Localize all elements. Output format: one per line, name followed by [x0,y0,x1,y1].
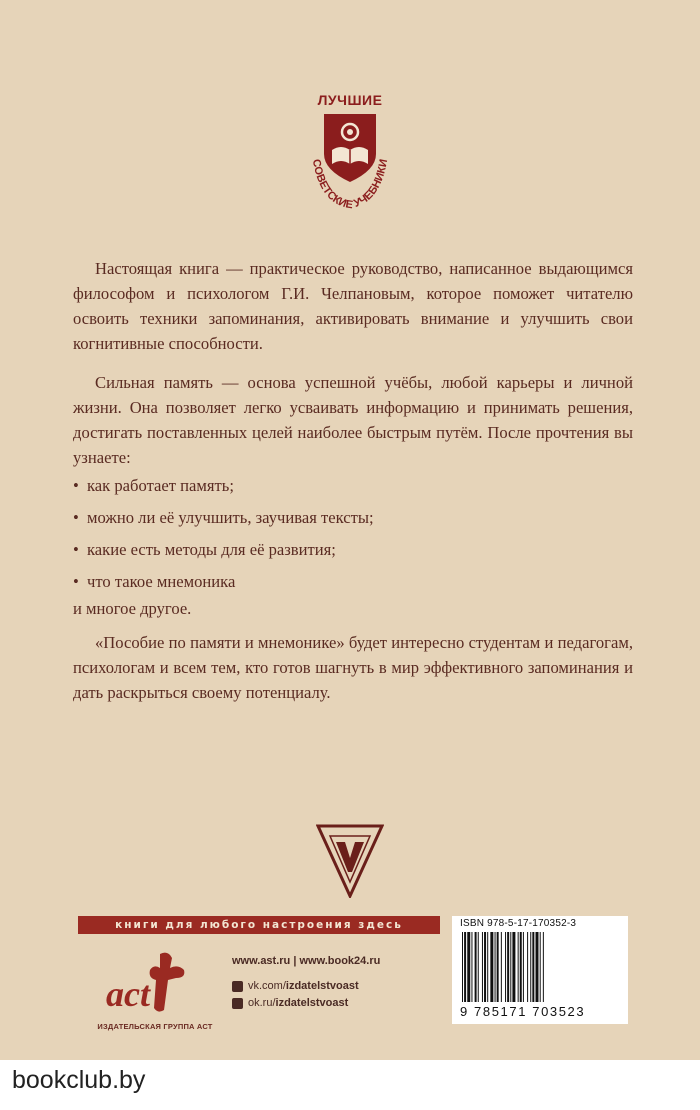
shield-book-icon [298,92,402,212]
barcode-bar [462,932,463,1002]
barcode-bar [543,932,544,1002]
publisher-slogan: книги для любого настроения здесь [78,916,440,934]
description-paragraph-3: «Пособие по памяти и мнемонике» будет интересно студентам и педагогам, психологам и всем тем, кто готов шагнуть в мир эффективного запоминания и дать раскрыться своему потенциалу. [73,633,633,702]
barcode-bar [495,932,496,1002]
list-item: • что такое мнемоника [73,572,236,591]
barcode-bar [532,932,534,1002]
ast-publisher-logo-icon [98,948,198,1018]
list-item: • как работает память; [73,476,234,495]
barcode-bar [536,932,539,1002]
barcode-bar [527,932,528,1002]
barcode-bar [484,932,486,1002]
social-link-ok[interactable]: ok.ru/izdatelstvoast [232,997,348,1009]
barcode-digits: 9 785171 703523 [460,1004,586,1019]
description-paragraph-2: Сильная память — основа успешной учёбы, любой карьеры и личной жизни. Она позволяет легко усваивать информацию и принимать решения, достигать поставленных целей наиболее быстрым путём. После прочтения вы узнаете: [73,373,633,467]
barcode-icon [460,932,620,1004]
emblem-top-text: ЛУЧШИЕ [317,92,383,108]
barcode-bar [487,932,488,1002]
barcode-bar [505,932,506,1002]
barcode-bar [510,932,511,1002]
v-chevron-logo-icon [316,822,384,898]
publisher-caption: ИЗДАТЕЛЬСКАЯ ГРУППА АСТ [97,1022,213,1031]
barcode-bar [475,932,477,1002]
barcode-bar [490,932,493,1002]
site-watermark[interactable]: bookclub.by [12,1066,146,1094]
barcode-bar [471,932,472,1002]
social-link-vk[interactable]: vk.com/izdatelstvoast [232,980,359,992]
list-item: • можно ли её улучшить, заучивая тексты; [73,508,374,527]
isbn-text: ISBN 978-5-17-170352-3 [460,918,577,929]
bullet-tail-text: и многое другое. [73,599,192,618]
barcode-bar [497,932,499,1002]
ok-icon [232,998,243,1009]
barcode-bar [518,932,519,1002]
emblem-arc-text: СОВЕТСКИЕ УЧЕБНИКИ [309,158,391,212]
description-paragraph-1: Настоящая книга — практическое руководство, написанное выдающимся философом и психологом Г.И. Челпановым, которое поможет читателю освоить техники запоминания, активировать внимание и улучшить свои когнитивные способности. [73,259,633,353]
vk-icon [232,981,243,992]
barcode-bar [540,932,541,1002]
best-soviet-textbooks-emblem [298,92,402,212]
barcode-bar [482,932,483,1002]
barcode-bar [464,932,466,1002]
publisher-websites[interactable]: www.ast.ru | www.book24.ru [232,955,381,967]
ast-logo-text: act [106,974,150,1014]
barcode-bar [523,932,524,1002]
bullet-list [73,470,633,598]
barcode-bar [478,932,479,1002]
barcode-bar [512,932,515,1002]
isbn-barcode [452,916,628,1024]
list-item: • какие есть методы для её развития; [73,540,336,559]
barcode-bar [530,932,531,1002]
barcode-bar [467,932,470,1002]
barcode-bar [520,932,522,1002]
barcode-bar [501,932,502,1002]
barcode-bar [507,932,509,1002]
